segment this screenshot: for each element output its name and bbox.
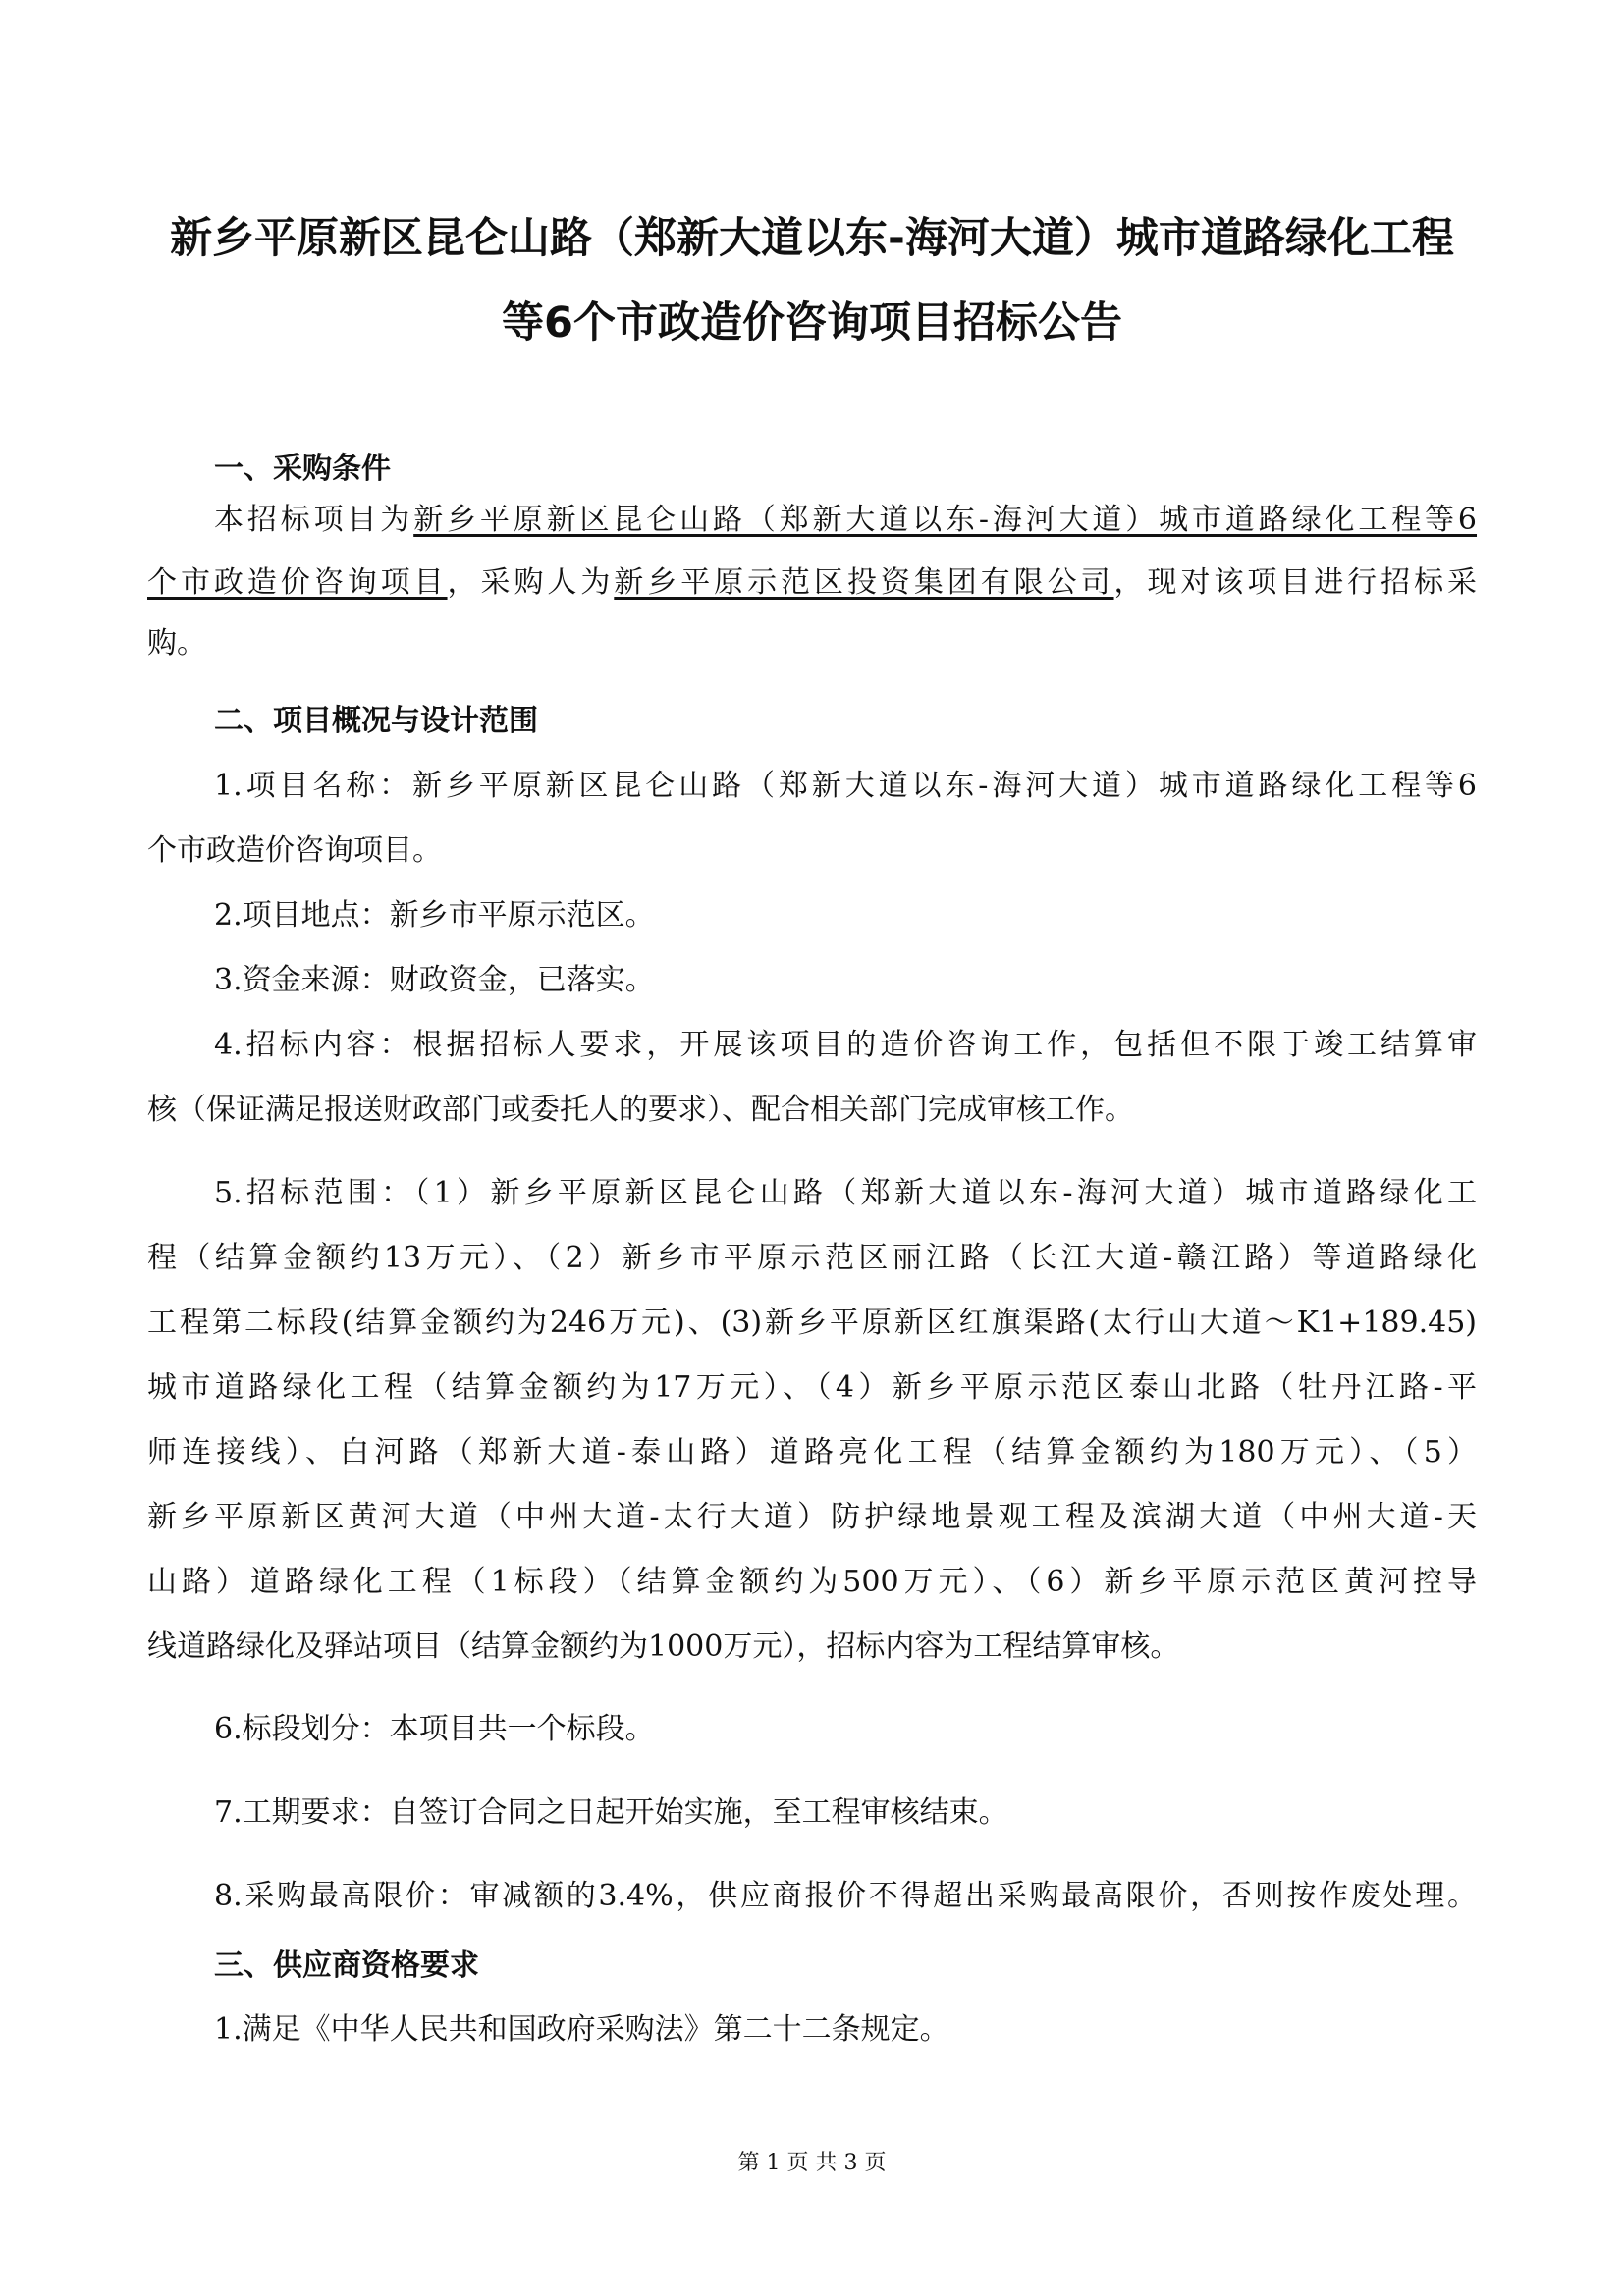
section-heading-project-overview: 二、项目概况与设计范围 [214,704,538,738]
bid-scope-line-5: 师连接线）、白河路（郑新大道-泰山路）道路亮化工程（结算金额约为180万元）、（5） [147,1435,1477,1469]
funding-source: 3.资金来源：财政资金，已落实。 [214,963,655,997]
bid-scope-line-2: 程（结算金额约13万元）、（2）新乡市平原示范区丽江路（长江大道-赣江路）等道路绿化 [147,1241,1477,1275]
bid-scope-line-1: 5.招标范围：（1）新乡平原新区昆仑山路（郑新大道以东-海河大道）城市道路绿化工 [214,1176,1477,1210]
project-name-line-1: 1.项目名称：新乡平原新区昆仑山路（郑新大道以东-海河大道）城市道路绿化工程等6 [214,769,1477,803]
bid-content-line-1: 4.招标内容：根据招标人要求，开展该项目的造价咨询工作，包括但不限于竣工结算审 [214,1028,1477,1062]
bid-content-line-2: 核（保证满足报送财政部门或委托人的要求）、配合相关部门完成审核工作。 [147,1093,1134,1127]
page-number-footer: 第 1 页 共 3 页 [737,2151,887,2175]
schedule-requirement: 7.工期要求：自签订合同之日起开始实施，至工程审核结束。 [214,1795,1008,1830]
procurement-conditions-line-1 [214,505,1477,536]
text-segment: ，现对该项目进行招标采 [1113,565,1478,600]
procurement-conditions-line-2 [147,567,1477,599]
maximum-price: 8.采购最高限价：审减额的3.4%，供应商报价不得超出采购最高限价，否则按作废处理。 [214,1879,1477,1913]
bid-scope-line-4: 城市道路绿化工程（结算金额约为17万元）、（4）新乡平原示范区泰山北路（牡丹江路-平 [147,1370,1477,1405]
bid-scope-line-3: 工程第二标段(结算金额约为246万元)、(3)新乡平原新区红旗渠路(太行山大道～K1+189.45) [147,1306,1477,1340]
bid-scope-line-7: 山路）道路绿化工程（1标段）（结算金额约为500万元）、（6）新乡平原示范区黄河控导 [147,1565,1477,1599]
page-title-line-1: 新乡平原新区昆仑山路（郑新大道以东-海河大道）城市道路绿化工程 [170,214,1454,263]
bid-scope-line-6: 新乡平原新区黄河大道（中州大道-太行大道）防护绿地景观工程及滨湖大道（中州大道-天 [147,1500,1477,1534]
lot-division: 6.标段划分：本项目共一个标段。 [214,1712,655,1746]
section-heading-procurement-conditions: 一、采购条件 [214,452,391,486]
page-title-line-2: 等6个市政造价咨询项目招标公告 [502,298,1122,347]
buyer-name-link: 新乡平原示范区投资集团有限公司 [614,565,1114,600]
project-location: 2.项目地点：新乡市平原示范区。 [214,898,655,933]
project-name-link: 个市政造价咨询项目 [147,565,448,600]
text-segment: 本招标项目为 [214,503,414,537]
bid-scope-line-8: 线道路绿化及驿站项目（结算金额约为1000万元），招标内容为工程结算审核。 [147,1629,1180,1664]
procurement-conditions-line-3: 购。 [147,626,206,661]
section-heading-supplier-qualifications: 三、供应商资格要求 [214,1949,479,1983]
project-name-line-2: 个市政造价咨询项目。 [147,833,442,868]
project-name-link: 新乡平原新区昆仑山路（郑新大道以东-海河大道）城市道路绿化工程等6 [413,503,1478,537]
text-segment: ，采购人为 [447,565,615,600]
qualification-item-1: 1.满足《中华人民共和国政府采购法》第二十二条规定。 [214,2012,949,2047]
